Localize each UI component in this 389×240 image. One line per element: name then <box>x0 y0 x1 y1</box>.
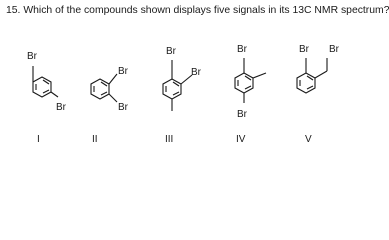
ring-double-bond <box>245 86 251 89</box>
bromine-label: Br <box>237 44 247 55</box>
bromine-label: Br <box>118 102 128 113</box>
bond-to-br <box>109 94 117 102</box>
ring-double-bond <box>101 92 107 95</box>
compound-numeral: III <box>165 134 174 145</box>
ring-double-bond <box>307 86 313 89</box>
bond-to-br <box>109 74 117 84</box>
compound-numeral: IV <box>236 134 246 145</box>
bromine-label: Br <box>299 44 309 55</box>
bond-to-methyl <box>253 73 266 78</box>
bond-to-ch2 <box>315 71 327 78</box>
bromine-label: Br <box>118 66 128 77</box>
bromine-label: Br <box>237 109 247 120</box>
bromine-label: Br <box>191 67 201 78</box>
compound-numeral: I <box>37 134 40 145</box>
question-number: 15. <box>6 5 21 16</box>
ring-double-bond <box>173 92 179 95</box>
compound-2 <box>91 66 129 145</box>
compound-1 <box>27 51 67 145</box>
bromine-label: Br <box>27 51 37 62</box>
compound-numeral: II <box>92 134 98 145</box>
question-body: Which of the compounds shown displays five signals in its 13C NMR spectrum? <box>23 5 389 16</box>
bromine-label: Br <box>329 44 339 55</box>
bond-to-br <box>51 92 58 97</box>
compound-4 <box>235 44 266 145</box>
compound-numeral: V <box>305 134 312 145</box>
compound-5 <box>297 44 340 145</box>
bromine-label: Br <box>166 46 176 57</box>
compound-3 <box>163 46 202 145</box>
ring-double-bond <box>43 90 49 93</box>
bromine-label: Br <box>56 102 66 113</box>
